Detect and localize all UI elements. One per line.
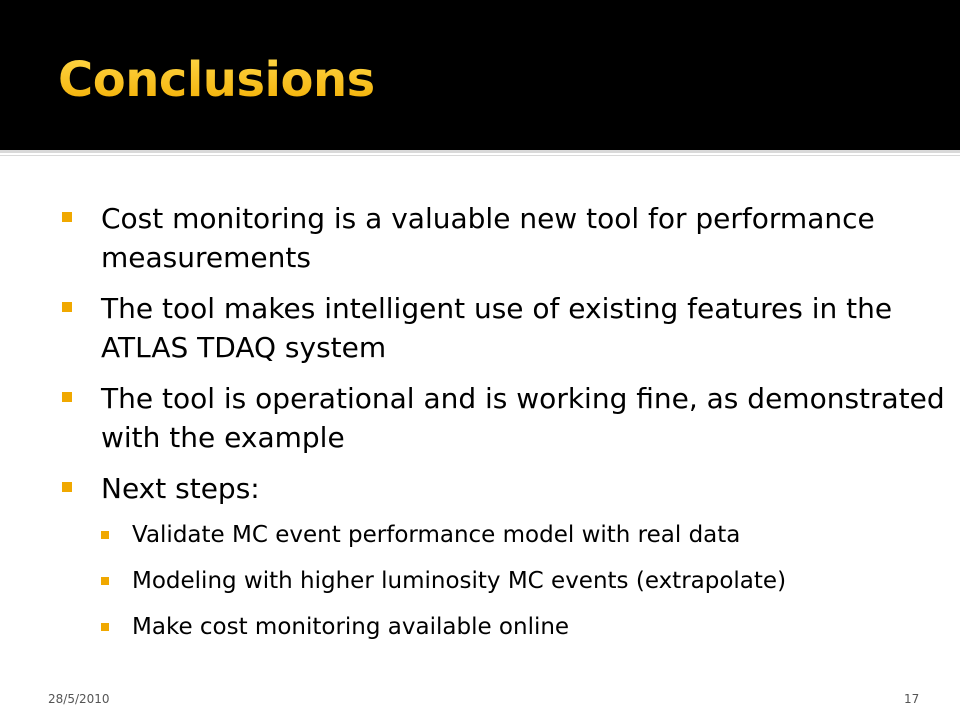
sub-bullet-text: Modeling with higher luminosity MC events (extrapolate) [132,568,787,594]
footer-date: 28/5/2010 [48,692,110,706]
sub-bullet-text: Make cost monitoring available online [132,614,570,640]
sub-bullet-item [101,566,952,596]
bullet-item [62,469,952,508]
bullet-text: The tool is operational and is working fine, as demonstrated with the example [101,382,945,454]
title-divider [0,150,960,153]
bullet-text: Cost monitoring is a valuable new tool for performance measurements [101,202,875,274]
sub-bullet-item [101,520,952,550]
bullet-text: Next steps: [101,472,260,505]
sub-bullet-text: Validate MC event performance model with real data [132,522,741,548]
square-bullet-icon [101,623,109,631]
square-bullet-icon [62,482,72,492]
bullet-text: The tool makes intelligent use of existing features in the ATLAS TDAQ system [101,292,893,364]
bullet-item [62,199,952,277]
square-bullet-icon [62,212,72,222]
square-bullet-icon [101,577,109,585]
square-bullet-icon [101,531,109,539]
square-bullet-icon [62,392,72,402]
sub-bullet-item [101,612,952,642]
bullet-item [62,379,952,457]
bullet-item [62,289,952,367]
page-number: 17 [904,692,920,706]
square-bullet-icon [62,302,72,312]
slide-content [62,199,952,658]
title-divider-thin [0,155,960,156]
slide-title: Conclusions [58,52,375,108]
